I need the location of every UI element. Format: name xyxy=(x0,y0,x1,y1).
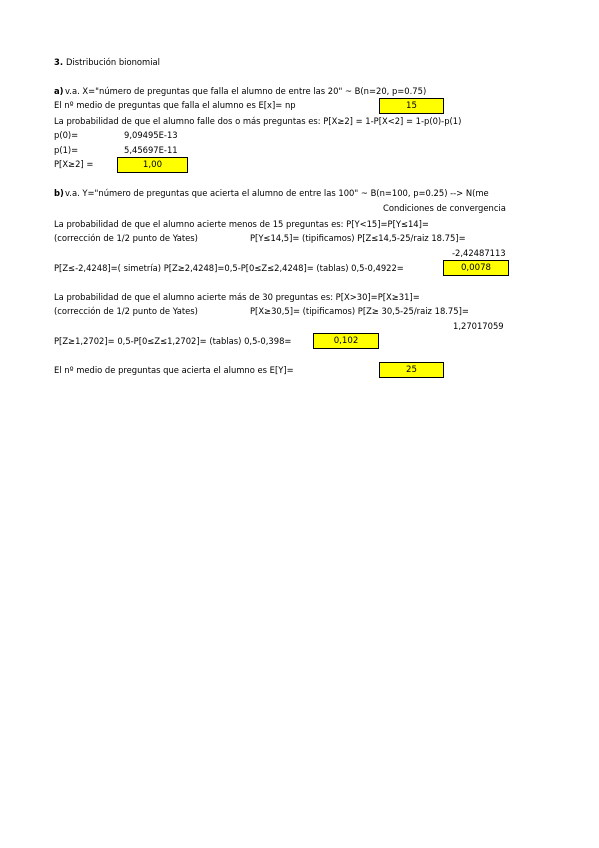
more-30-standardize: P[X≥30,5]= (tipificamos) P[Z≥ 30,5-25/raiz 18.75]= xyxy=(250,306,469,316)
part-a-result-value: 1,00 xyxy=(117,157,188,173)
more-30-calc: P[Z≥1,2702]= 0,5-P[0≤Z≤1,2702]= (tablas) 0,5-0,398= xyxy=(54,336,292,346)
part-a-label: a) xyxy=(54,86,64,96)
convergence-conditions: Condiciones de convergencia xyxy=(383,203,506,213)
less-15-result: 0,0078 xyxy=(443,260,509,276)
part-a-mean-value: 15 xyxy=(379,98,444,114)
z1-value: -2,42487113 xyxy=(452,248,506,258)
part-b-label: b) xyxy=(54,188,64,198)
section-title: Distribución bionomial xyxy=(66,57,160,67)
p0-value: 9,09495E-13 xyxy=(124,130,178,140)
less-15-standardize: P[Y≤14,5]= (tipificamos) P[Z≤14,5-25/raiz 18.75]= xyxy=(250,233,466,243)
p0-label: p(0)= xyxy=(54,130,79,140)
more-30-text: La probabilidad de que el alumno acierte más de 30 preguntas es: P[X>30]=P[X≥31]= xyxy=(54,292,420,302)
part-a-prob-text: La probabilidad de que el alumno falle dos o más preguntas es: P[X≥2] = 1-P[X<2] = 1-p(0)-p(1) xyxy=(54,116,462,126)
yates-correction-1: (corrección de 1/2 punto de Yates) xyxy=(54,233,198,243)
less-15-text: La probabilidad de que el alumno acierte menos de 15 preguntas es: P[Y<15]=P[Y≤14]= xyxy=(54,219,429,229)
part-b-mean-text: El nº medio de preguntas que acierta el alumno es E[Y]= xyxy=(54,365,294,375)
section-number: 3. xyxy=(54,57,64,67)
part-b-heading: v.a. Y="número de preguntas que acierta el alumno de entre las 100" ~ B(n=100, p=0.25) --> N(me xyxy=(65,188,489,198)
yates-correction-2: (corrección de 1/2 punto de Yates) xyxy=(54,306,198,316)
part-a-heading: v.a. X="número de preguntas que falla el alumno de entre las 20" ~ B(n=20, p=0.75) xyxy=(65,86,427,96)
p1-label: p(1)= xyxy=(54,145,79,155)
part-b-mean-value: 25 xyxy=(379,362,444,378)
more-30-result: 0,102 xyxy=(313,333,379,349)
part-a-result-label: P[X≥2] = xyxy=(54,159,94,169)
less-15-calc: P[Z≤-2,4248]=( simetría) P[Z≥2,4248]=0,5-P[0≤Z≤2,4248]= (tablas) 0,5-0,4922= xyxy=(54,263,404,273)
z2-value: 1,27017059 xyxy=(453,321,504,331)
part-a-mean-text: El nº medio de preguntas que falla el alumno es E[x]= np xyxy=(54,100,296,110)
p1-value: 5,45697E-11 xyxy=(124,145,178,155)
